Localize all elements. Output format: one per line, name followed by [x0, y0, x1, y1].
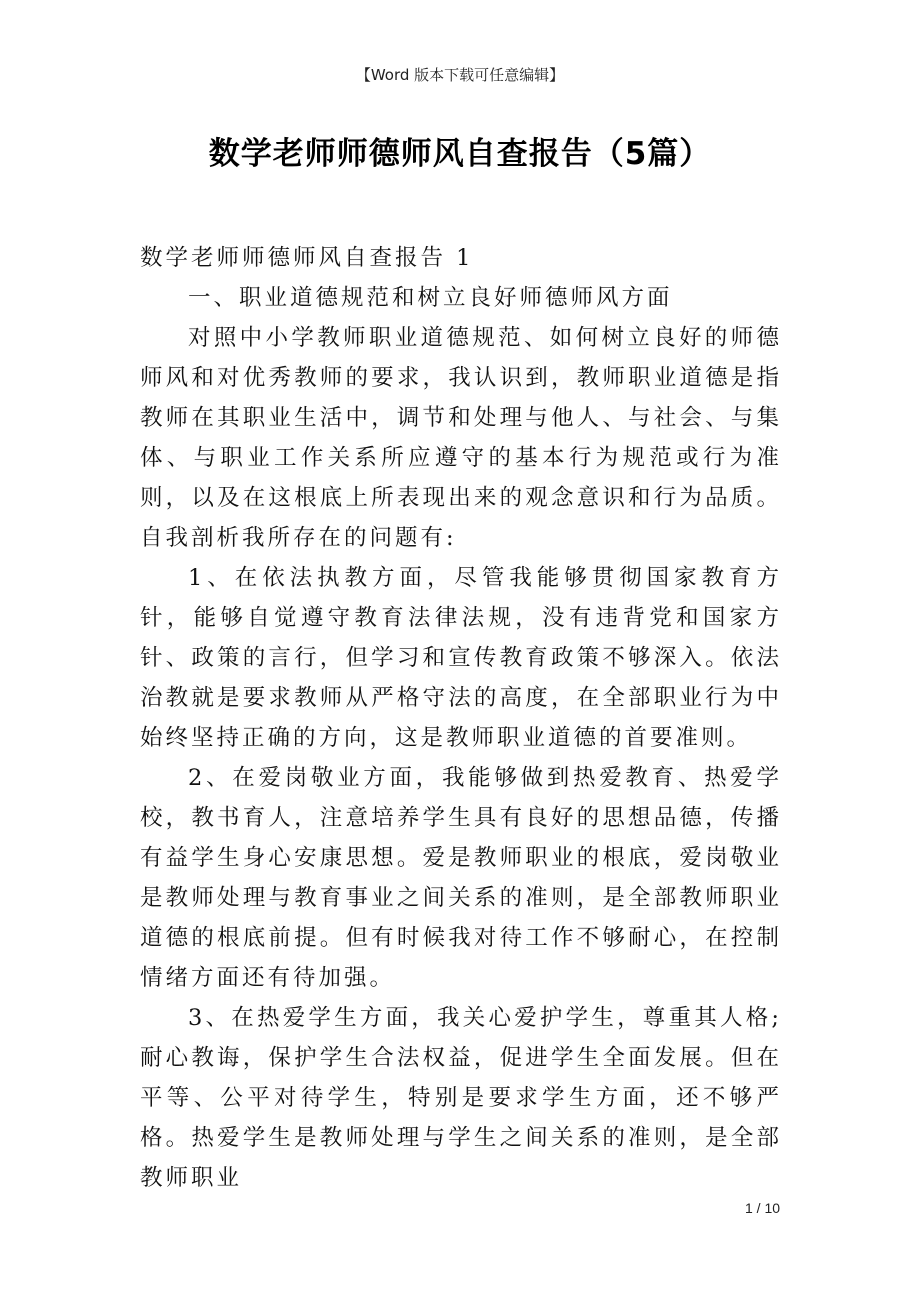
paragraph-subheading: 一、职业道德规范和树立良好师德师风方面 — [188, 285, 673, 311]
section-heading: 数学老师师德师风自查报告 1 — [140, 245, 474, 271]
paragraph-item-2: 2、在爱岗敬业方面，我能够做到热爱教育、热爱学校，教书育人，注意培养学生具有良好的思想品德，传播有益学生身心安康思想。爱是教师职业的根底，爱岗敬业是教师处理与教育事业之间关系的准则，是全部教师职业道德的根底前提。但有时候我对待工作不够耐心，在控制情绪方面还有待加强。 — [140, 765, 782, 991]
document-title: 数学老师师德师风自查报告（5篇） — [208, 136, 712, 172]
paragraph-item-1: 1、在依法执教方面，尽管我能够贯彻国家教育方针，能够自觉遵守教育法律法规，没有违背党和国家方针、政策的言行，但学习和宣传教育政策不够深入。依法治教就是要求教师从严格守法的高度，在全部职业行为中始终坚持正确的方向，这是教师职业道德的首要准则。 — [140, 565, 782, 751]
paragraph-intro: 对照中小学教师职业道德规范、如何树立良好的师德师风和对优秀教师的要求，我认识到，教师职业道德是指教师在其职业生活中，调节和处理与他人、与社会、与集体、与职业工作关系所应遵守的基本行为规范或行为准则，以及在这根底上所表现出来的观念意识和行为品质。自我剖析我所存在的问题有: — [140, 325, 782, 551]
page-number: 1 / 10 — [745, 1200, 781, 1216]
document-body — [140, 238, 782, 1198]
paragraph-item-3: 3、在热爱学生方面，我关心爱护学生，尊重其人格;耐心教诲，保护学生合法权益，促进学生全面发展。但在平等、公平对待学生，特别是要求学生方面，还不够严格。热爱学生是教师处理与学生之间关系的准则，是全部教师职业 — [140, 1005, 782, 1191]
download-note: 【Word 版本下载可任意编辑】 — [355, 66, 565, 84]
